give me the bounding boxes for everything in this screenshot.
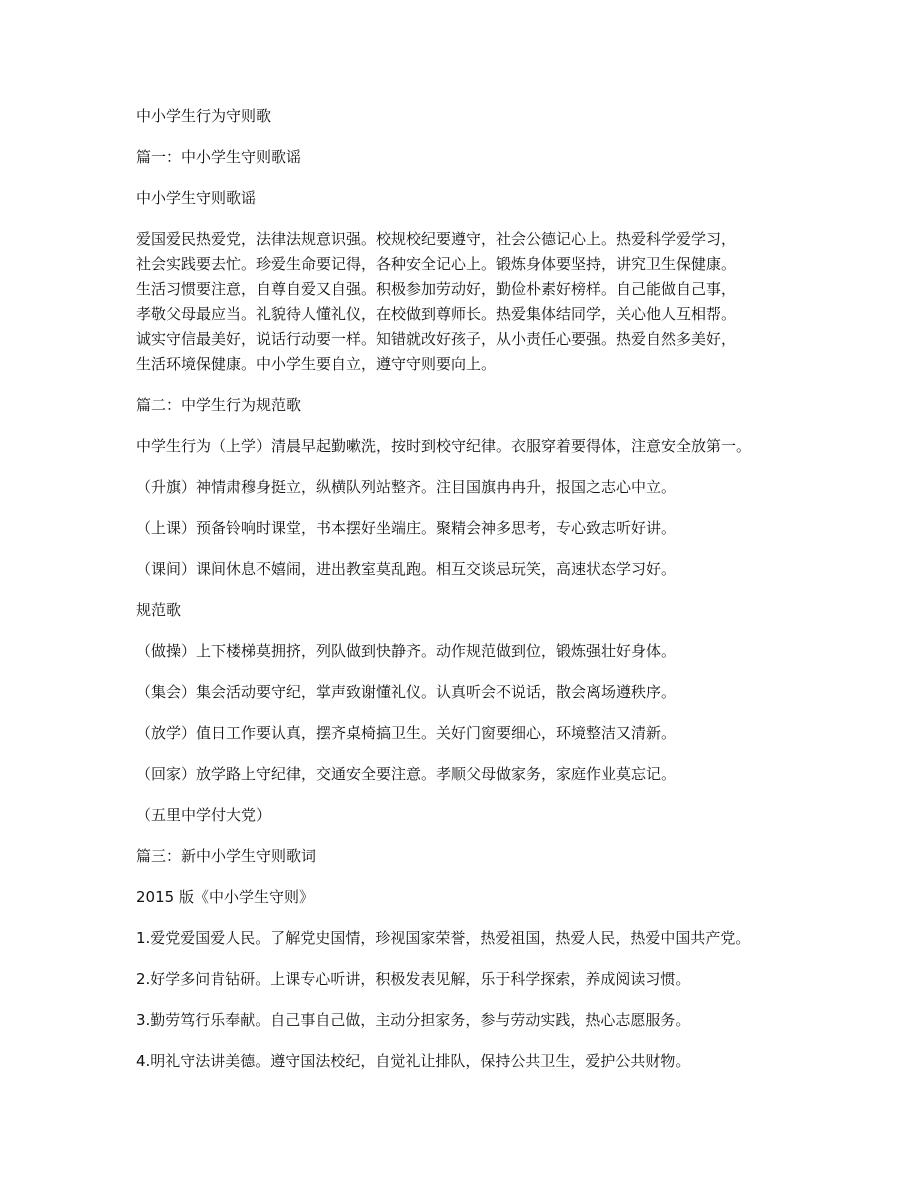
paragraph-line: 生活环境保健康。中小学生要自立，遵守守则要向上。	[136, 355, 497, 373]
paragraph-line: 诚实守信最美好，说话行动要一样。知错就改好孩子，从小责任心要强。热爱自然多美好，	[136, 330, 737, 348]
paragraph-line: 孝敬父母最应当。礼貌待人懂礼仪，在校做到尊师长。热爱集体结同学，关心他人互相帮。	[136, 305, 737, 323]
part2-subheading: 规范歌	[136, 601, 182, 619]
part3-item: 1.爱党爱国爱人民。了解党史国情，珍视国家荣誉，热爱祖国，热爱人民，热爱中国共产党。	[136, 929, 751, 947]
part2-line: 中学生行为（上学）清晨早起勤嗽洗，按时到校守纪律。衣服穿着要得体，注意安全放第一。	[136, 437, 752, 455]
part2-line: （放学）值日工作要认真，摆齐桌椅搞卫生。关好门窗要细心，环境整洁又清新。	[136, 724, 677, 742]
part2-line: （升旗）神情肃穆身挺立，纵横队列站整齐。注目国旗冉冉升，报国之志心中立。	[136, 478, 677, 496]
part3-item: 4.明礼守法讲美德。遵守国法校纪，自觉礼让排队，保持公共卫生，爱护公共财物。	[136, 1052, 691, 1070]
paragraph-line: 生活习惯要注意，自尊自爱又自强。积极参加劳动好，勤俭朴素好榜样。自己能做自己事，	[136, 280, 737, 298]
document-title: 中小学生行为守则歌	[136, 107, 272, 125]
paragraph-line: 社会实践要去忙。珍爱生命要记得，各种安全记心上。锻炼身体要坚持，讲究卫生保健康。	[136, 255, 737, 273]
part2-heading: 篇二：中学生行为规范歌	[136, 396, 302, 414]
part1-heading: 篇一：中小学生守则歌谣	[136, 148, 302, 166]
part2-line: （回家）放学路上守纪律，交通安全要注意。孝顺父母做家务，家庭作业莫忘记。	[136, 765, 677, 783]
part1-paragraph	[136, 227, 786, 377]
part2-line: （做操）上下楼梯莫拥挤，列队做到快静齐。动作规范做到位，锻炼强壮好身体。	[136, 642, 677, 660]
part3-item: 3.勤劳笃行乐奉献。自己事自己做，主动分担家务，参与劳动实践，热心志愿服务。	[136, 1011, 691, 1029]
part3-heading: 篇三：新中小学生守则歌词	[136, 847, 317, 865]
part2-author: （五里中学付大党）	[136, 806, 272, 824]
paragraph-line: 爱国爱民热爱党，法律法规意识强。校规校纪要遵守，社会公德记心上。热爱科学爱学习，	[136, 230, 737, 248]
part1-subtitle: 中小学生守则歌谣	[136, 189, 257, 207]
part3-subtitle: 2015 版《中小学生守则》	[136, 888, 314, 906]
part2-line: （上课）预备铃响时课堂，书本摆好坐端庄。聚精会神多思考，专心致志听好讲。	[136, 519, 677, 537]
part2-line: （集会）集会活动要守纪，掌声致谢懂礼仪。认真听会不说话，散会离场遵秩序。	[136, 683, 677, 701]
part3-item: 2.好学多问肯钻研。上课专心听讲，积极发表见解，乐于科学探索，养成阅读习惯。	[136, 970, 691, 988]
part2-line: （课间）课间休息不嬉闹，进出教室莫乱跑。相互交谈忌玩笑，高速状态学习好。	[136, 560, 677, 578]
document-body	[136, 104, 786, 1074]
